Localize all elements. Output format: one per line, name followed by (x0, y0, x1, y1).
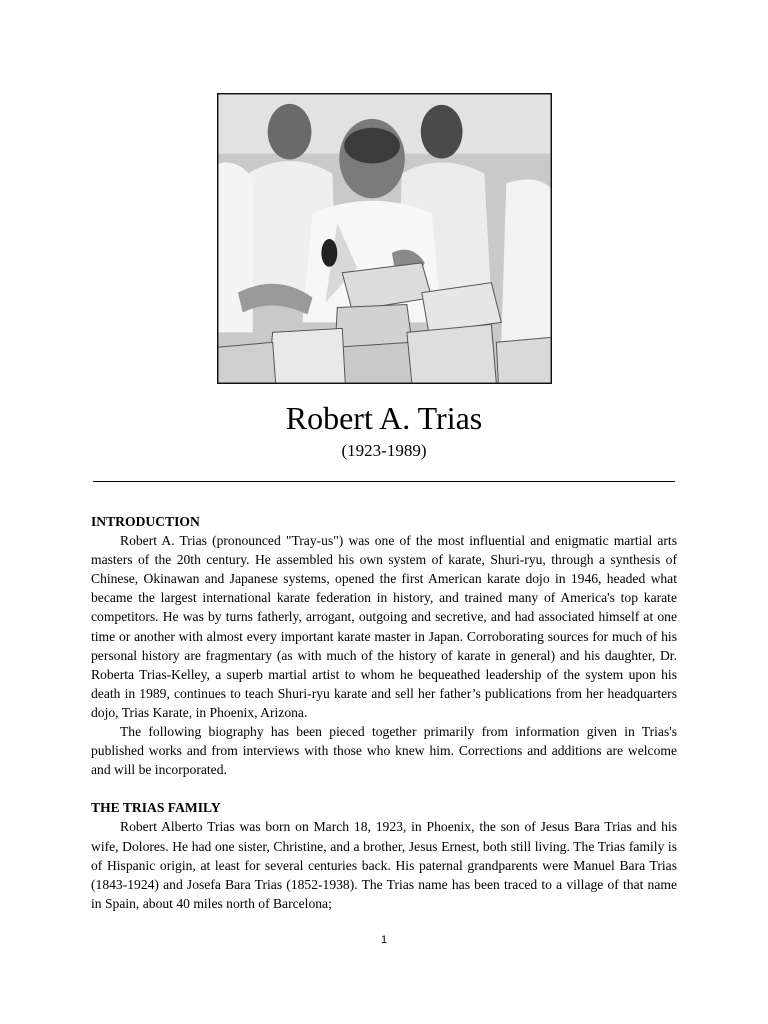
karate-photo (217, 93, 552, 384)
document-body (91, 512, 677, 913)
section-heading-trias-family: THE TRIAS FAMILY (91, 800, 221, 816)
section-heading-introduction: INTRODUCTION (91, 514, 200, 529)
introduction-paragraph-2: The following biography has been pieced together primarily from information given in Trias's published works and from interviews with those who knew him. Corrections and additions are welcome and will be incorporated. (91, 724, 677, 778)
trias-family-paragraph-1: Robert Alberto Trias was born on March 18, 1923, in Phoenix, the son of Jesus Bara Trias and his wife, Dolores. He had one sister, Christine, and a brother, Jesus Ernest, both still living. The Trias family is of Hispanic origin, at least for several centuries back. His paternal grandparents were Manuel Bara Trias (1843-1924) and Josefa Bara Trias (1852-1938). The Trias name has been traced to a village of that name in Spain, about 40 miles north of Barcelona; (91, 819, 677, 911)
page-title: Robert A. Trias (285, 400, 483, 436)
life-dates: (1923-1989) (341, 441, 427, 460)
introduction-paragraph-1: Robert A. Trias (pronounced "Tray-us") was one of the most influential and enigmatic martial arts masters of the 20th century. He assembled his own system of karate, Shuri-ryu, through a synthesis of Chinese, Okinawan and Japanese systems, opened the first American karate dojo in 1946, headed what became the largest international karate federation in history, and trained many of America's top karate competitors. He was by turns fatherly, arrogant, outgoing and secretive, and had associated himself at one time or another with almost every important karate master in Japan. Corroborating sources for much of his personal history are fragmentary (as with much of the history of karate in general) and his daughter, Dr. Roberta Trias-Kelley, a superb martial artist to whom he bequeathed leadership of the system upon his death in 1989, continues to teach Shuri-ryu karate and sell her father’s publications from her headquarters dojo, Trias Karate, in Phoenix, Arizona. (91, 533, 677, 720)
title-divider (93, 481, 675, 482)
section-gap (91, 779, 677, 798)
photo-illustration (218, 94, 551, 383)
page-number: 1 (380, 934, 388, 946)
